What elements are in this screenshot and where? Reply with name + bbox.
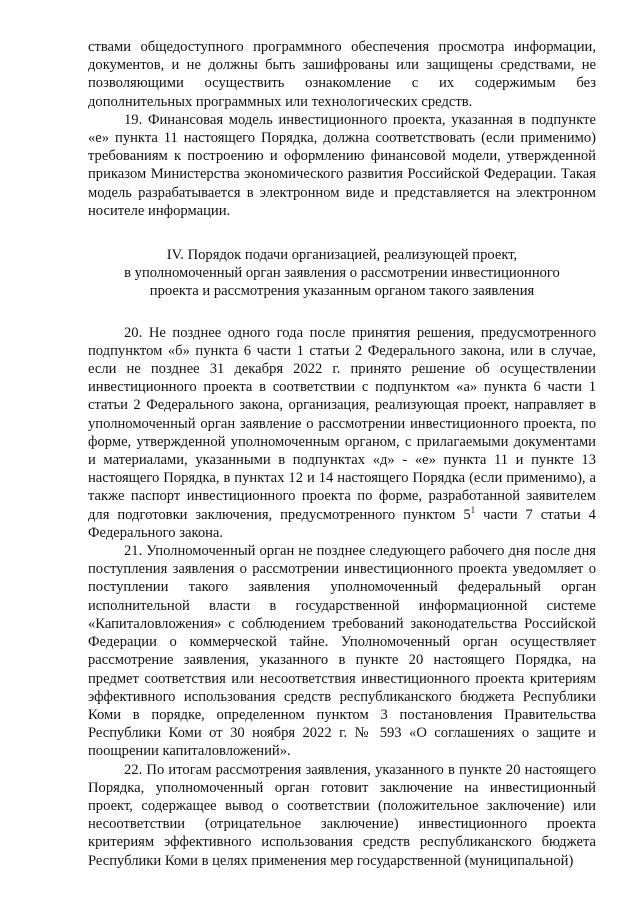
paragraph-20 <box>88 324 596 542</box>
paragraph-19: 19. Финансовая модель инвестиционного проекта, указанная в подпункте «е» пункта 11 настоящего Порядка, должна соответствовать (если применимо) требованиям к построению и оформлению финансовой модели, утвержденной приказом Министерства экономического развития Российской Федерации. Такая модель разрабатывается в электронном виде и представляется на электронном носителе информации. <box>88 111 596 219</box>
paragraph-21: 21. Уполномоченный орган не позднее следующего рабочего дня после дня поступления заявления о рассмотрении инвестиционного проекта уведомляет о поступлении такого заявления уполномоченный федеральный орган исполнительной власти в государственной информационной системе «Капиталовложения» с соблюдением требований законодательства Российской Федерации о коммерческой тайне. Уполномоченный орган осуществляет рассмотрение заявления, указанного в пункте 20 настоящего Порядка, на предмет соответствия или несоответствия инвестиционного проекта критериям эффективного использования средств республиканского бюджета Республики Коми в порядке, определенном пунктом 3 постановления Правительства Республики Коми от 30 ноября 2022 г. № 593 «О соглашениях о защите и поощрении капиталовложений». <box>88 543 596 760</box>
superscript-mark: 1 <box>470 504 476 515</box>
paragraph-20-tail: части 7 статьи 4 Федерального закона. <box>88 506 596 541</box>
section-heading-line-3: проекта и рассмотрения указанным органом такого заявления <box>149 283 535 300</box>
section-heading <box>88 246 596 301</box>
section-heading-line-2: в уполномоченный орган заявления о рассмотрении инвестиционного <box>124 265 560 282</box>
paragraph-continuation: ствами общедоступного программного обеспечения просмотра информации, документов, и не должны быть зашифрованы или защищены средствами, не позволяющими осуществить ознакомление с их содержимым без дополнительных программных или технологических средств. <box>88 39 596 110</box>
section-heading-line-1: IV. Порядок подачи организацией, реализующей проект, <box>166 247 518 264</box>
document-page <box>88 38 596 870</box>
paragraph-22: 22. По итогам рассмотрения заявления, указанного в пункте 20 настоящего Порядка, уполномоченный орган готовит заключение на инвестиционный проект, содержащее вывод о соответствии (положительное заключение) или несоответствии (отрицательное заключение) инвестиционного проекта критериям эффективного использования средств республиканского бюджета Республики Коми в целях применения мер государственной (муниципальной) <box>88 761 596 869</box>
paragraph-20-text: 20. Не позднее одного года после принятия решения, предусмотренного подпунктом «б» пункта 6 части 1 статьи 2 Федерального закона, или в случае, если не позднее 31 декабря 2022 г. принято решение об осуществлении инвестиционного проекта в соответствии с подпунктом «а» пункта 6 части 1 статьи 2 Федерального закона, организация, реализующая проект, направляет в уполномоченный орган заявление о рассмотрении инвестиционного проекта, по форме, утвержденной уполномоченным органом, с прилагаемыми документами и материалами, указанными в подпунктах «д» - «е» пункта 11 и пункте 13 настоящего Порядка, в пунктах 12 и 14 настоящего Порядка (если применимо), а также паспорт инвестиционного проекта по форме, разработанной заявителем для подготовки заключения, предусмотренного пунктом 5 <box>88 324 596 523</box>
